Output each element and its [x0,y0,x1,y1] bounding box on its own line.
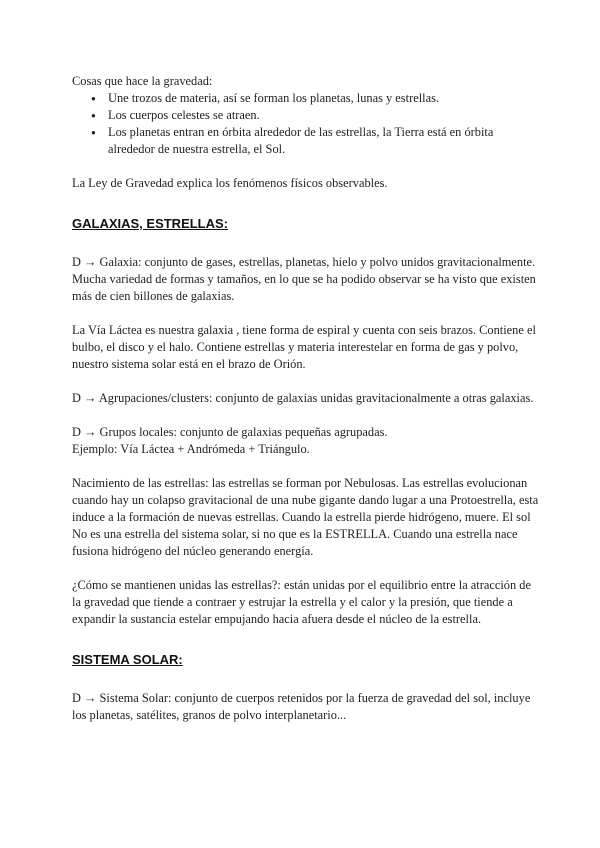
sistema-solar-definition: D → Sistema Solar: conjunto de cuerpos retenidos por la fuerza de gravedad del sol, incluye los planetas, satélites, granos de polvo interplanetario... [72,691,531,722]
gravity-law-text: La Ley de Gravedad explica los fenómenos físicos observables. [72,176,388,190]
estrellas-unidas-paragraph: ¿Cómo se mantienen unidas las estrellas?: están unidas por el equilibrio entre la atracción de la gravedad que tiende a contraer y estrujar la estrella y el calor y la presión, que tiende a expandir la sustancia estelar empujando hacia afuera desde el núcleo de la estrella. [72,578,531,626]
list-item: ● Los cuerpos celestes se atraen. [108,107,540,124]
via-lactea-paragraph: La Vía Láctea es nuestra galaxia , tiene forma de espiral y cuenta con seis brazos. Contiene el bulbo, el disco y el halo. Contiene estrellas y materia interestelar en forma de gas y polvo, nuestro sistema solar está en el brazo de Orión. [72,323,536,371]
intro-lead: Cosas que hace la gravedad: [72,74,213,88]
section-heading-galaxias: GALAXIAS, ESTRELLAS: [72,216,229,231]
nacimiento-estrellas-paragraph: Nacimiento de las estrellas: las estrellas se forman por Nebulosas. Las estrellas evolucionan cuando hay un colapso gravitacional de una nube gigante dando lugar a una Protoestrella, esta induce a la formación de nuevas estrellas. Cuando la estrella pierde hidrógeno, muere. El sol No es una estrella del sistema solar, si no que es la ESTRELLA. Cuando una estrella nace fusiona hidrógeno del núcleo generando energía. [72,476,539,558]
galaxia-definition: D → Galaxia: conjunto de gases, estrellas, planetas, hielo y polvo unidos gravitacionalmente. Mucha variedad de formas y tamaños, en lo que se ha podido observar se ha visto que existen más de cien billones de galaxias. [72,255,536,303]
grupos-locales-example: Ejemplo: Vía Láctea + Andrómeda + Triángulo. [72,442,310,456]
grupos-locales-definition: D → Grupos locales: conjunto de galaxias pequeñas agrupadas. [72,425,388,439]
gravity-effects-list [72,90,540,158]
section-heading-sistema-solar: SISTEMA SOLAR: [72,652,183,667]
list-item: ● Une trozos de materia, así se forman los planetas, lunas y estrellas. [108,90,540,107]
list-item: ● Los planetas entran en órbita alrededor de las estrellas, la Tierra está en órbita alrededor de nuestra estrella, el Sol. [108,124,540,158]
agrupaciones-definition: D → Agrupaciones/clusters: conjunto de galaxias unidas gravitacionalmente a otras galaxias. [72,391,534,405]
